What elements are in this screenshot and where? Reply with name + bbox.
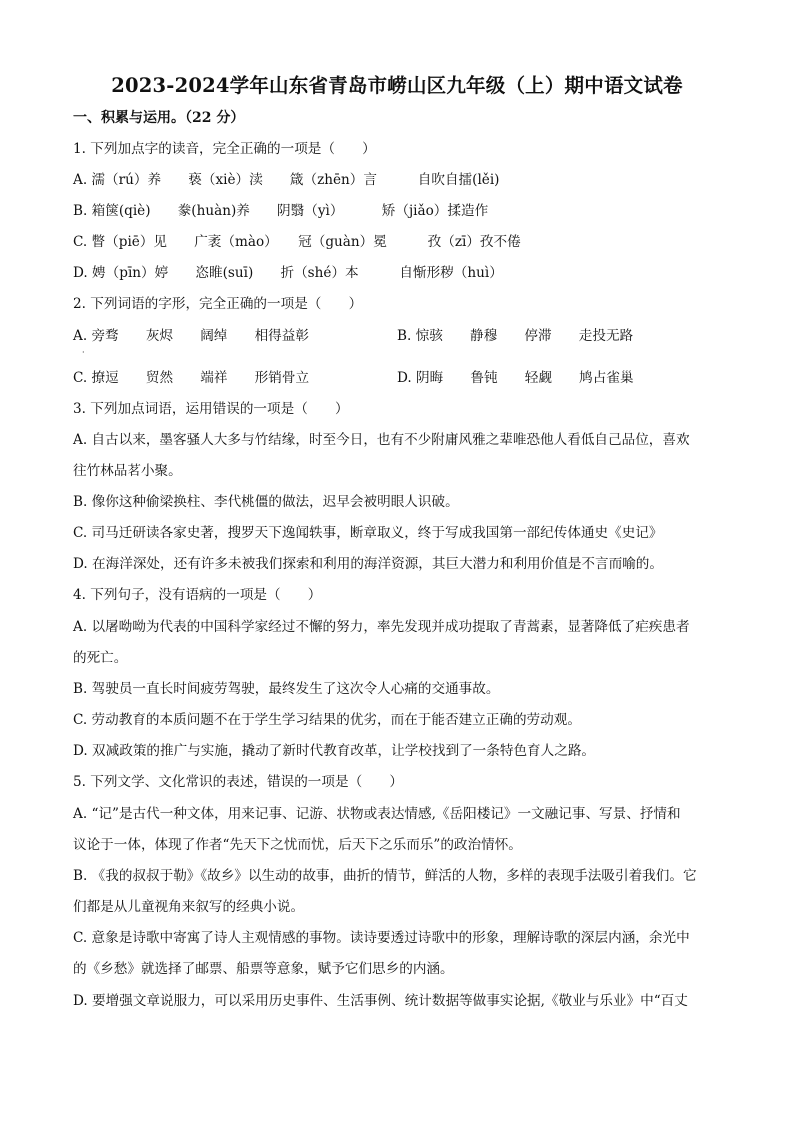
page-title: 2023-2024学年山东省青岛市崂山区九年级（上）期中语文试卷: [111, 74, 683, 97]
question-4-option-a-line1: A. 以屠呦呦为代表的中国科学家经过不懈的努力，率先发现并成功提取了青蒿素，显著降低了疟疾患者: [73, 619, 690, 635]
question-5-option-a-line2: 议论于一体，体现了作者“先天下之忧而忧，后天下之乐而乐”的政治情怀。: [73, 837, 522, 853]
question-5-option-d-line1: D. 要增强文章说服力，可以采用历史事件、生活事例、统计数据等做事实论据,《敬业与乐业》中“百丈: [73, 993, 688, 1009]
question-5-option-c-line1: C. 意象是诗歌中寄寓了诗人主观情感的事物。读诗要透过诗歌中的形象，理解诗歌的深层内涵，余光中: [73, 930, 690, 946]
question-3-option-d: D. 在海洋深处，还有许多未被我们探索和利用的海洋资源，其巨大潜力和利用价值是不言而喻的。: [73, 556, 663, 572]
question-5-option-c-line2: 的《乡愁》就选择了邮票、船票等意象，赋予它们思乡的内涵。: [73, 961, 454, 977]
question-1-option-a: A. 濡（rú）养 亵（xiè）渎 箴（zhēn）言 自吹自擂(lěi): [73, 172, 500, 188]
question-5-option-b-line2: 们都是从儿童视角来叙写的经典小说。: [73, 899, 305, 915]
question-5-option-a-line1: A. “记”是古代一种文体，用来记事、记游、状物或表达情感,《岳阳楼记》一文融记事、写景、抒情和: [73, 806, 681, 822]
question-1-option-d: D. 娉（pīn）婷 恣睢(suī) 折（shé）本 自惭形秽（huì）: [73, 265, 503, 281]
question-2-option-b: B. 惊骇 静穆 停滞 走投无路: [397, 328, 634, 344]
question-4-option-b: B. 驾驶员一直长时间疲劳驾驶，最终发生了这次令人心痛的交通事故。: [73, 681, 500, 697]
question-3-option-b: B. 像你这种偷梁换柱、李代桃僵的做法，迟早会被明眼人识破。: [73, 494, 459, 510]
question-1-option-c: C. 瞥（piē）见 广袤（mào） 冠（guàn）冕 孜（zī）孜不倦: [73, 234, 521, 250]
question-3-option-a-line1: A. 自古以来，墨客骚人大多与竹结缘，时至今日，也有不少附庸风雅之辈唯恐他人看低自己品位，喜欢: [73, 432, 690, 448]
question-1-option-b: B. 箱箧(qiè) 豢(huàn)养 阴翳（yì） 矫（jiǎo）揉造作: [73, 203, 489, 219]
question-4-stem: 4. 下列句子，没有语病的一项是（ ）: [73, 587, 322, 603]
question-2-option-d: D. 阴晦 鲁钝 轻觑 鸠占雀巢: [397, 370, 634, 386]
question-3-stem: 3. 下列加点词语，运用错误的一项是（ ）: [73, 401, 349, 417]
question-4-option-a-line2: 的死亡。: [73, 650, 128, 666]
emphasis-dot: ·: [82, 348, 85, 357]
question-5-option-b-line1: B. 《我的叔叔于勒》《故乡》以生动的故事，曲折的情节，鲜活的人物，多样的表现手法吸引着我们。它: [73, 868, 697, 884]
question-4-option-c: C. 劳动教育的本质问题不在于学生学习结果的优劣，而在于能否建立正确的劳动观。: [73, 712, 581, 728]
question-2-stem: 2. 下列词语的字形，完全正确的一项是（ ）: [73, 296, 363, 312]
question-2-option-a: A. 旁骛 灰烬 阔绰 相得益彰: [73, 328, 309, 344]
question-4-option-d: D. 双减政策的推广与实施，撬动了新时代教育改革，让学校找到了一条特色育人之路。: [73, 743, 596, 759]
section-heading: 一、积累与运用。（22 分）: [73, 110, 245, 126]
question-3-option-a-line2: 往竹林品茗小聚。: [73, 463, 182, 479]
question-3-option-c: C. 司马迁研读各家史著，搜罗天下逸闻轶事，断章取义，终于写成我国第一部纪传体通史《史记》: [73, 525, 663, 541]
question-2-option-c: C. 撩逗 贸然 端祥 形销骨立: [73, 370, 310, 386]
question-5-stem: 5. 下列文学、文化常识的表述，错误的一项是（ ）: [73, 774, 403, 790]
question-1-stem: 1. 下列加点字的读音，完全正确的一项是（ ）: [73, 141, 376, 157]
